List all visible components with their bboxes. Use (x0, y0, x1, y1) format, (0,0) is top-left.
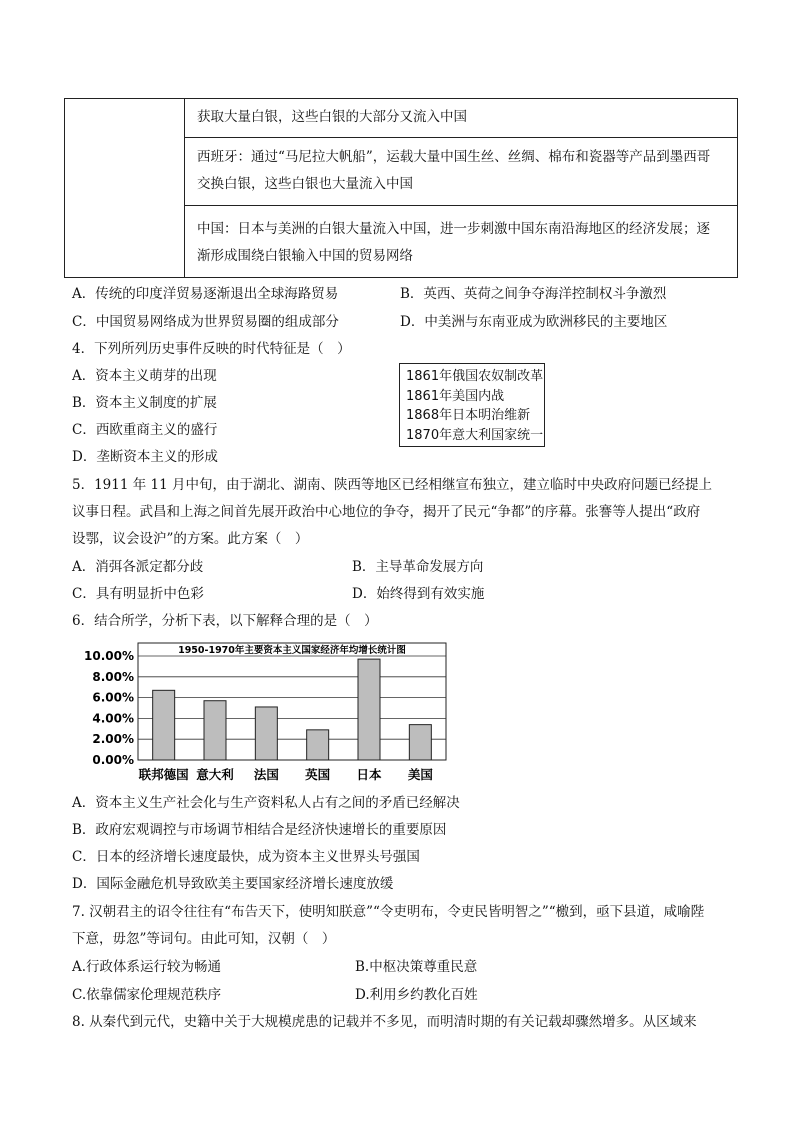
q5-option-d: D．始终得到有效实施 (352, 586, 485, 602)
table-cell (197, 104, 727, 131)
event-item: 1868年日本明治维新 (406, 408, 531, 423)
table-cell (197, 216, 727, 270)
chart-y-tick-label: 10.00% (84, 649, 134, 663)
growth-bar-chart (70, 640, 450, 785)
q4-option-b: B．资本主义制度的扩展 (72, 395, 217, 411)
table-cell-line: 获取大量白银，这些白银的大部分又流入中国 (197, 109, 467, 125)
q5-option-c: C．具有明显折中色彩 (72, 586, 204, 602)
chart-y-tick-label: 4.00% (92, 711, 134, 726)
table-row (185, 99, 737, 137)
table-row (185, 205, 737, 277)
chart-y-tick-label: 6.00% (92, 690, 134, 705)
chart-x-tick-label: 意大利 (196, 767, 234, 782)
chart-x-tick-label: 日本 (356, 767, 382, 782)
chart-bar (153, 690, 175, 760)
table-left-column (65, 99, 185, 277)
chart-bar (204, 701, 226, 760)
q5-stem-line: 议事日程。武昌和上海之间首先展开政治中心地位的争夺，揭开了民元“争都”的序幕。张謇等人提出“政府 (72, 504, 701, 520)
q6-option-a: A．资本主义生产社会化与生产资料私人占有之间的矛盾已经解决 (72, 795, 460, 811)
q4-option-c: C．西欧重商主义的盛行 (72, 422, 218, 438)
chart-x-tick-label: 法国 (253, 767, 279, 782)
q5-option-b: B．主导革命发展方向 (352, 559, 484, 575)
silver-trade-table (64, 98, 738, 278)
table-cell-line: 交换白银，这些白银也大量流入中国 (197, 176, 413, 192)
q3-option-b: B．英西、英荷之间争夺海洋控制权斗争激烈 (400, 286, 667, 302)
q8-stem-line: 8. 从秦代到元代，史籍中关于大规模虎患的记载并不多见，而明清时期的有关记载却骤然增多。从区域来 (72, 1014, 697, 1030)
q3-option-a: A．传统的印度洋贸易逐渐退出全球海路贸易 (72, 286, 339, 302)
q4-option-d: D．垄断资本主义的形成 (72, 449, 218, 465)
q4-option-a: A．资本主义萌芽的出现 (72, 368, 217, 384)
q6-option-d: D．国际金融危机导致欧美主要国家经济增长速度放缓 (72, 876, 394, 892)
table-cell-line: 中国：日本与美洲的白银大量流入中国，进一步刺激中国东南沿海地区的经济发展；逐 (197, 221, 710, 237)
q6-option-b: B．政府宏观调控与市场调节相结合是经济快速增长的重要原因 (72, 822, 447, 838)
q6-option-c: C．日本的经济增长速度最快，成为资本主义世界头号强国 (72, 849, 420, 865)
q7-option-a: A.行政体系运行较为畅通 (72, 959, 222, 975)
table-cell-line: 西班牙：通过“马尼拉大帆船”，运载大量中国生丝、丝绸、棉布和瓷器等产品到墨西哥 (197, 149, 711, 165)
chart-title: 1950-1970年主要资本主义国家经济年均增长统计图 (178, 645, 406, 656)
q4-stem: 4．下列所列历史事件反映的时代特征是（ ） (72, 341, 351, 357)
q7-option-c: C.依靠儒家伦理规范秩序 (72, 987, 222, 1003)
chart-bar (409, 725, 431, 760)
table-cell (197, 144, 727, 198)
q3-option-d: D．中美洲与东南亚成为欧洲移民的主要地区 (400, 314, 668, 330)
chart-x-tick-label: 英国 (305, 767, 331, 782)
event-item: 1870年意大利国家统一 (406, 427, 544, 443)
chart-y-tick-label: 0.00% (92, 753, 134, 767)
q5-stem-line: 5．1911 年 11 月中旬，由于湖北、湖南、陕西等地区已经相继宣布独立，建立临时中央政府问题已经提上 (72, 477, 712, 493)
chart-y-tick-label: 2.00% (92, 732, 134, 747)
q7-stem-line: 7. 汉朝君主的诏令往往有“布告天下，使明知朕意”“令吏明布，令吏民皆明智之”“檄到，亟下县道，咸喻陛 (72, 904, 705, 920)
q5-option-a: A．消弭各派定都分歧 (72, 559, 204, 575)
chart-bar (255, 707, 277, 760)
table-row (185, 137, 737, 205)
chart-svg (70, 640, 450, 785)
q3-option-c: C．中国贸易网络成为世界贸易圈的组成部分 (72, 314, 339, 330)
table-cell-line: 渐形成围绕白银输入中国的贸易网络 (197, 248, 413, 264)
event-item: 1861年俄国农奴制改革 (406, 369, 544, 384)
chart-bar (358, 659, 380, 760)
chart-x-tick-label: 联邦德国 (138, 767, 189, 782)
q6-stem: 6．结合所学，分析下表，以下解释合理的是（ ） (72, 613, 378, 629)
chart-x-tick-label: 美国 (407, 767, 433, 782)
events-box (399, 363, 545, 447)
chart-y-tick-label: 8.00% (92, 669, 134, 684)
q5-stem-line: 设鄂，议会设沪”的方案。此方案（ ） (72, 531, 309, 547)
event-item: 1861年美国内战 (406, 388, 505, 404)
q7-option-b: B.中枢决策尊重民意 (355, 959, 478, 975)
chart-plot-frame (138, 643, 446, 760)
q7-option-d: D.利用乡约教化百姓 (355, 987, 478, 1003)
q7-stem-line: 下意，毋忽”等词句。由此可知，汉朝（ ） (72, 931, 336, 947)
chart-bar (307, 730, 329, 760)
